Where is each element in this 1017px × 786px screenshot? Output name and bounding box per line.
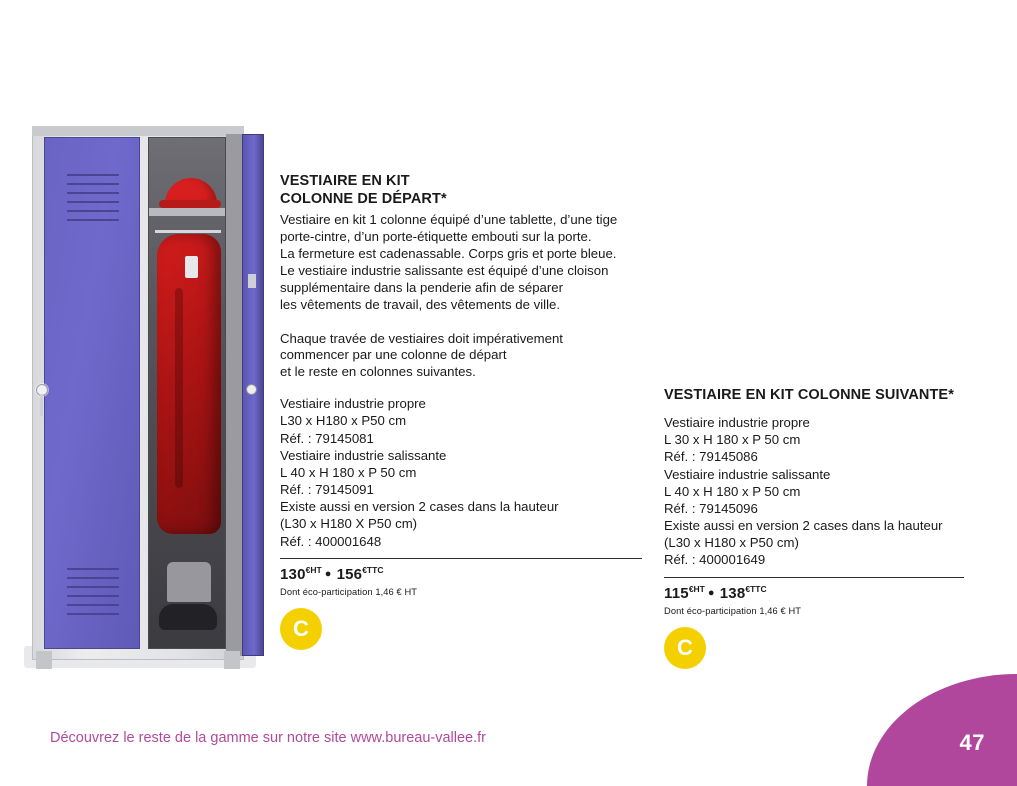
spec-line-9: Réf. : 400001648: [280, 533, 382, 549]
work-shoes: [159, 604, 217, 630]
spec-line-8: (L30 x H180 X P50 cm): [280, 516, 418, 532]
product-photo: [18, 126, 268, 671]
spec-line-6: Réf. : 79145091: [280, 482, 374, 498]
open-door-inner-edge: [226, 134, 242, 656]
shelf: [149, 208, 225, 216]
note-line-2: commencer par une colonne de départ: [280, 347, 507, 363]
desc-line-4: Le vestiaire industrie salissante est équipé d’une cloison: [280, 262, 609, 278]
left-price-divider: [280, 558, 642, 559]
right-price-divider: [664, 577, 964, 578]
note-line-3: et le reste en colonnes suivantes.: [280, 364, 476, 380]
desc-line-5: supplémentaire dans la penderie afin de séparer: [280, 279, 563, 295]
closed-blue-door: [44, 137, 140, 649]
helmet-brim: [159, 200, 221, 208]
ventilation-slots-top: [67, 174, 119, 226]
hanger-rail: [155, 230, 221, 233]
right-price-ttc: 138: [719, 584, 746, 602]
left-price-line: [280, 565, 642, 583]
red-jacket: [157, 234, 221, 534]
spec-line-7: Existe aussi en version 2 cases dans la hauteur: [280, 499, 559, 515]
r-spec-line-5: L 40 x H 180 x P 50 cm: [664, 483, 801, 499]
spec-line-3: Réf. : 79145081: [280, 430, 374, 446]
spec-line-4: Vestiaire industrie salissante: [280, 447, 447, 463]
left-energy-badge: C: [280, 608, 322, 650]
left-product-title-line1: VESTIAIRE EN KIT: [280, 173, 410, 189]
right-price-ttc-unit: €TTC: [745, 583, 767, 594]
r-spec-line-3: Réf. : 79145086: [664, 449, 758, 465]
storage-bin: [167, 562, 211, 602]
open-door-lock-handle: [246, 384, 257, 395]
desc-line-2: porte-cintre, d’un porte-étiquette embouti sur la porte.: [280, 229, 592, 245]
spec-line-2: L30 x H180 x P50 cm: [280, 413, 407, 429]
spec-line-5: L 40 x H 180 x P 50 cm: [280, 464, 417, 480]
r-spec-line-1: Vestiaire industrie propre: [664, 415, 810, 431]
desc-line-6: les vêtements de travail, des vêtements de ville.: [280, 296, 561, 312]
price-separator: ●: [324, 567, 332, 580]
price-separator: ●: [707, 586, 715, 599]
right-price-ht: 115: [664, 584, 689, 602]
r-spec-line-7: Existe aussi en version 2 cases dans la hauteur: [664, 518, 943, 534]
right-energy-badge: C: [664, 627, 706, 669]
right-product-specs: [664, 414, 966, 568]
left-product-specs: [280, 395, 652, 549]
r-spec-line-2: L 30 x H 180 x P 50 cm: [664, 432, 801, 448]
spacer: [280, 314, 652, 327]
spec-line-1: Vestiaire industrie propre: [280, 396, 426, 412]
left-eco-participation: Dont éco-participation 1,46 € HT: [280, 586, 418, 597]
r-spec-line-9: Réf. : 400001649: [664, 552, 766, 568]
jacket-fold: [175, 288, 183, 488]
right-price-block: [664, 577, 964, 669]
ventilation-slots-bottom: [67, 568, 119, 620]
locker-top: [32, 126, 244, 136]
page-corner-decoration: [867, 674, 1017, 786]
right-product-block: [664, 386, 966, 669]
open-blue-door: [242, 134, 264, 656]
note-line-1: Chaque travée de vestiaires doit impérativement: [280, 330, 563, 346]
hanger-tag: [185, 256, 198, 278]
left-price-ttc: 156: [336, 565, 363, 583]
desc-line-1: Vestiaire en kit 1 colonne équipé d’une tablette, d’une tige: [280, 212, 618, 228]
left-price-ht-unit: €HT: [305, 564, 322, 575]
left-product-note: [280, 331, 652, 382]
left-product-title-line2: COLONNE DE DÉPART*: [280, 191, 447, 208]
r-spec-line-6: Réf. : 79145096: [664, 500, 758, 516]
label-holder: [248, 274, 256, 288]
locker-foot-left: [36, 651, 52, 669]
left-price-block: [280, 558, 642, 650]
door-handle-bar: [40, 394, 43, 416]
page-number: 47: [959, 730, 985, 755]
left-price-ht: 130: [280, 565, 306, 583]
left-product-title: [280, 172, 652, 208]
desc-line-3: La fermeture est cadenassable. Corps gris et porte bleue.: [280, 246, 617, 262]
r-spec-line-8: (L30 x H180 x P50 cm): [664, 535, 799, 551]
right-price-line: [664, 584, 964, 602]
locker-open-compartment: [148, 137, 226, 649]
right-price-ht-unit: €HT: [688, 583, 705, 594]
right-product-title: [664, 386, 966, 404]
left-price-ttc-unit: €TTC: [362, 564, 384, 575]
r-spec-line-4: Vestiaire industrie salissante: [664, 466, 831, 482]
right-eco-participation: Dont éco-participation 1,46 € HT: [664, 605, 802, 616]
left-product-block: [280, 172, 652, 650]
footer-website-text: Découvrez le reste de la gamme sur notre site www.bureau-vallee.fr: [50, 730, 486, 746]
right-product-title-line1: VESTIAIRE EN KIT COLONNE SUIVANTE*: [664, 387, 954, 403]
left-product-description: [280, 212, 652, 313]
locker-foot-right: [224, 651, 240, 669]
